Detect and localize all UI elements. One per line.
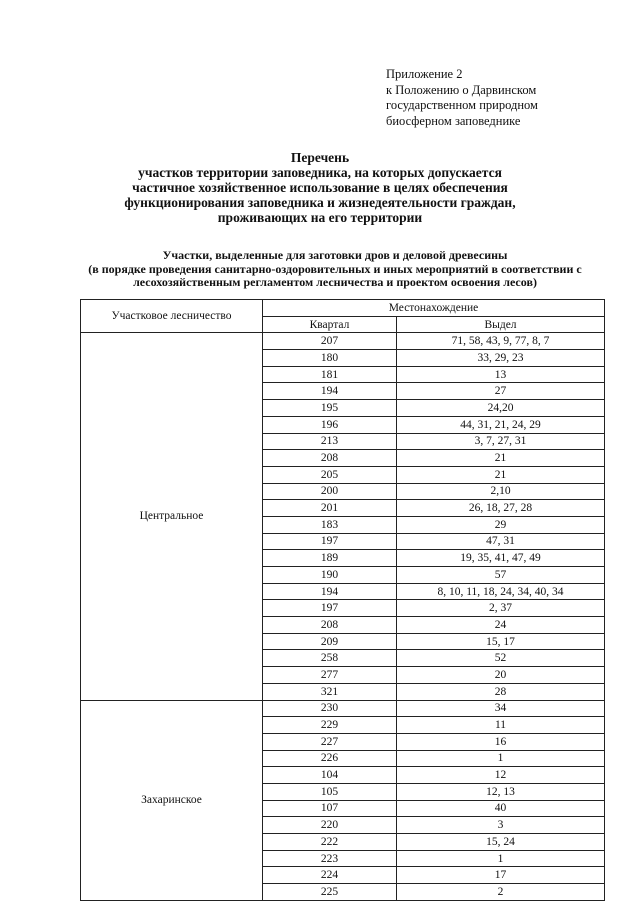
header-forestry: Участковое лесничество [81, 300, 263, 333]
section-cell: 19, 35, 41, 47, 49 [397, 550, 605, 567]
quarter-cell: 229 [263, 717, 397, 734]
quarter-cell: 208 [263, 450, 397, 467]
quarter-cell: 181 [263, 366, 397, 383]
quarter-cell: 277 [263, 667, 397, 684]
quarter-cell: 195 [263, 400, 397, 417]
section-cell: 40 [397, 800, 605, 817]
section-cell: 2 [397, 884, 605, 901]
quarter-cell: 220 [263, 817, 397, 834]
section-cell: 57 [397, 567, 605, 584]
title-line: Перечень [290, 150, 350, 165]
title-line: частичное хозяйственное использование в целях обеспечения [132, 180, 508, 195]
quarter-cell: 180 [263, 350, 397, 367]
quarter-cell: 107 [263, 800, 397, 817]
appendix-reference [386, 67, 616, 129]
quarter-cell: 190 [263, 567, 397, 584]
quarter-cell: 197 [263, 600, 397, 617]
plots-table [80, 299, 605, 901]
quarter-cell: 201 [263, 500, 397, 517]
appendix-line: государственном природном [386, 98, 538, 112]
title-line: проживающих на его территории [217, 210, 423, 225]
quarter-cell: 194 [263, 383, 397, 400]
quarter-cell: 196 [263, 416, 397, 433]
quarter-cell: 105 [263, 783, 397, 800]
section-cell: 33, 29, 23 [397, 350, 605, 367]
quarter-cell: 227 [263, 733, 397, 750]
subtitle-line: лесохозяйственным регламентом лесничества и проектом освоения лесов) [133, 275, 537, 289]
section-cell: 44, 31, 21, 24, 29 [397, 416, 605, 433]
section-cell: 11 [397, 717, 605, 734]
quarter-cell: 225 [263, 884, 397, 901]
quarter-cell: 208 [263, 617, 397, 634]
quarter-cell: 321 [263, 683, 397, 700]
section-cell: 13 [397, 366, 605, 383]
quarter-cell: 200 [263, 483, 397, 500]
section-cell: 8, 10, 11, 18, 24, 34, 40, 34 [397, 583, 605, 600]
quarter-cell: 194 [263, 583, 397, 600]
quarter-cell: 224 [263, 867, 397, 884]
quarter-cell: 183 [263, 516, 397, 533]
section-cell: 21 [397, 466, 605, 483]
forestry-name: Захаринское [81, 700, 263, 900]
section-cell: 15, 24 [397, 834, 605, 851]
document-title [60, 150, 580, 225]
quarter-cell: 223 [263, 850, 397, 867]
quarter-cell: 222 [263, 834, 397, 851]
section-cell: 52 [397, 650, 605, 667]
section-cell: 1 [397, 750, 605, 767]
section-cell: 17 [397, 867, 605, 884]
section-cell: 24,20 [397, 400, 605, 417]
section-cell: 3, 7, 27, 31 [397, 433, 605, 450]
quarter-cell: 213 [263, 433, 397, 450]
quarter-cell: 258 [263, 650, 397, 667]
section-cell: 12 [397, 767, 605, 784]
section-cell: 3 [397, 817, 605, 834]
forestry-name: Центральное [81, 333, 263, 700]
section-subtitle [55, 249, 615, 290]
section-cell: 20 [397, 667, 605, 684]
appendix-line: к Положению о Дарвинском [386, 82, 537, 97]
section-cell: 2,10 [397, 483, 605, 500]
section-cell: 29 [397, 516, 605, 533]
quarter-cell: 104 [263, 767, 397, 784]
title-line: функционирования заповедника и жизнедеятельности граждан, [124, 195, 516, 210]
section-cell: 47, 31 [397, 533, 605, 550]
quarter-cell: 189 [263, 550, 397, 567]
quarter-cell: 230 [263, 700, 397, 717]
section-cell: 21 [397, 450, 605, 467]
title-line: участков территории заповедника, на которых допускается [138, 165, 502, 180]
table-row [81, 700, 605, 717]
subtitle-line: (в порядке проведения санитарно-оздоровительных и иных мероприятий в соответствии с [88, 261, 582, 276]
header-section: Выдел [397, 316, 605, 333]
table-row [81, 333, 605, 350]
section-cell: 16 [397, 733, 605, 750]
section-cell: 28 [397, 683, 605, 700]
table-body [81, 333, 605, 900]
quarter-cell: 226 [263, 750, 397, 767]
quarter-cell: 205 [263, 466, 397, 483]
section-cell: 1 [397, 850, 605, 867]
header-quarter: Квартал [263, 316, 397, 333]
section-cell: 27 [397, 383, 605, 400]
section-cell: 24 [397, 617, 605, 634]
section-cell: 12, 13 [397, 783, 605, 800]
subtitle-line: Участки, выделенные для заготовки дров и деловой древесины [162, 248, 508, 262]
quarter-cell: 197 [263, 533, 397, 550]
quarter-cell: 209 [263, 633, 397, 650]
section-cell: 2, 37 [397, 600, 605, 617]
section-cell: 71, 58, 43, 9, 77, 8, 7 [397, 333, 605, 350]
quarter-cell: 207 [263, 333, 397, 350]
section-cell: 15, 17 [397, 633, 605, 650]
appendix-line: Приложение 2 [386, 67, 463, 81]
appendix-line: биосферном заповеднике [386, 113, 521, 128]
section-cell: 26, 18, 27, 28 [397, 500, 605, 517]
header-location: Местонахождение [263, 300, 605, 317]
section-cell: 34 [397, 700, 605, 717]
